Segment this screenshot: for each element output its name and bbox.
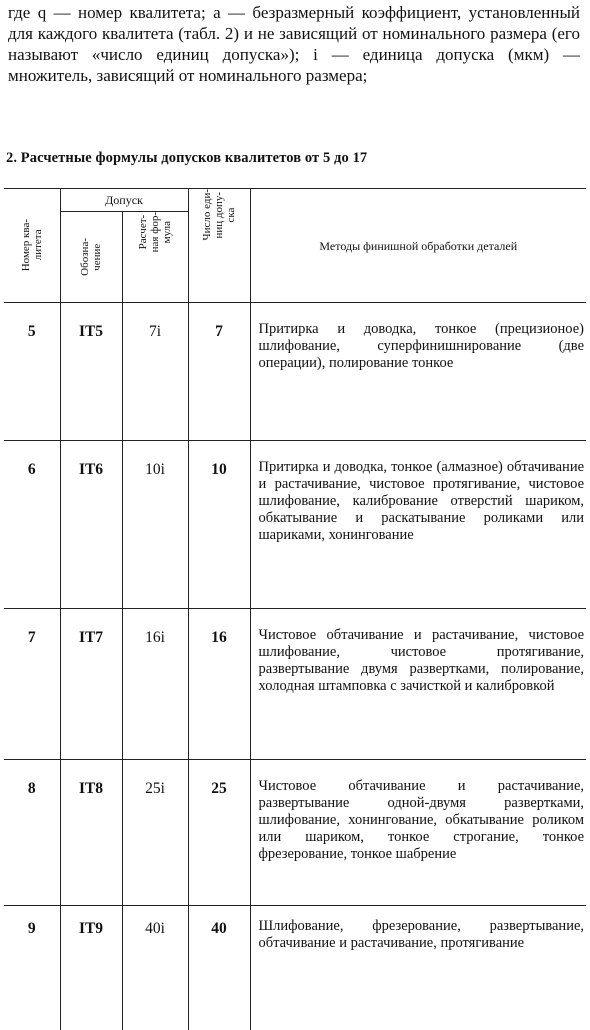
formula-cell: 25i <box>122 760 188 906</box>
table-row <box>4 441 586 609</box>
header-methods-label: Методы финишной обработки деталей <box>319 239 517 253</box>
header-tolerance-label: Допуск <box>105 193 143 207</box>
header-units <box>188 189 250 303</box>
intro-paragraph: где q — номер квалитета; a — безразмерный коэффициент, установленный для каждого квалитета (табл. 2) и не зависящий от номинального размера (его называют «число единиц допуска»); i — единица допуска (мкм) — множитель, зависящий от номинального размера; <box>8 2 580 86</box>
designation-cell: IT8 <box>60 760 122 906</box>
methods-cell: Чистовое обтачивание и растачивание, развертывание одной-двумя развертками, шлифование, хонингование, обкатывание роликом или шариком, тонкое строгание, тонкое фрезерование, тонкое шабрение <box>250 760 586 906</box>
designation-cell: IT6 <box>60 441 122 609</box>
grade-cell: 6 <box>4 441 60 609</box>
table-row <box>4 906 586 1030</box>
formula-cell: 7i <box>122 303 188 441</box>
table-row <box>4 609 586 760</box>
header-designation-label: Обозна- чение <box>79 238 103 276</box>
header-methods <box>250 189 586 303</box>
units-cell: 7 <box>188 303 250 441</box>
header-grade <box>4 189 60 303</box>
header-formula <box>122 212 188 303</box>
table-row <box>4 760 586 906</box>
units-cell: 16 <box>188 609 250 760</box>
formula-cell: 10i <box>122 441 188 609</box>
header-units-label: Число еди- ниц допу- ска <box>201 189 237 241</box>
tolerance-table <box>4 188 586 1030</box>
designation-cell: IT7 <box>60 609 122 760</box>
methods-cell: Шлифование, фрезерование, развертывание, обтачивание и растачивание, протягивание <box>250 906 586 1030</box>
methods-cell: Притирка и доводка, тонкое (алмазное) обтачивание и растачивание, чистовое протягивание, чистовое шлифование, калибрование отверстий шариком, обкатывание и раскатывание роликами или шариками, хонингование <box>250 441 586 609</box>
grade-cell: 5 <box>4 303 60 441</box>
methods-cell: Чистовое обтачивание и растачивание, чистовое шлифование, чистовое протягивание, развертывание двумя развертками, полирование, холодная штамповка с зачисткой и калибровкой <box>250 609 586 760</box>
grade-cell: 9 <box>4 906 60 1030</box>
grade-cell: 8 <box>4 760 60 906</box>
units-cell: 25 <box>188 760 250 906</box>
table-caption: 2. Расчетные формулы допусков квалитетов от 5 до 17 <box>6 150 586 167</box>
header-formula-label: Расчет- ная фор- мула <box>137 212 173 252</box>
units-cell: 10 <box>188 441 250 609</box>
header-grade-label: Номер ква- литета <box>20 219 44 271</box>
formula-cell: 16i <box>122 609 188 760</box>
formula-cell: 40i <box>122 906 188 1030</box>
header-tolerance <box>60 189 188 212</box>
methods-cell: Притирка и доводка, тонкое (прецизионое) шлифование, суперфинишнирование (две операции), полирование тонкое <box>250 303 586 441</box>
table-header-row-1 <box>4 189 586 212</box>
designation-cell: IT9 <box>60 906 122 1030</box>
designation-cell: IT5 <box>60 303 122 441</box>
header-designation <box>60 212 122 303</box>
units-cell: 40 <box>188 906 250 1030</box>
table-row <box>4 303 586 441</box>
grade-cell: 7 <box>4 609 60 760</box>
